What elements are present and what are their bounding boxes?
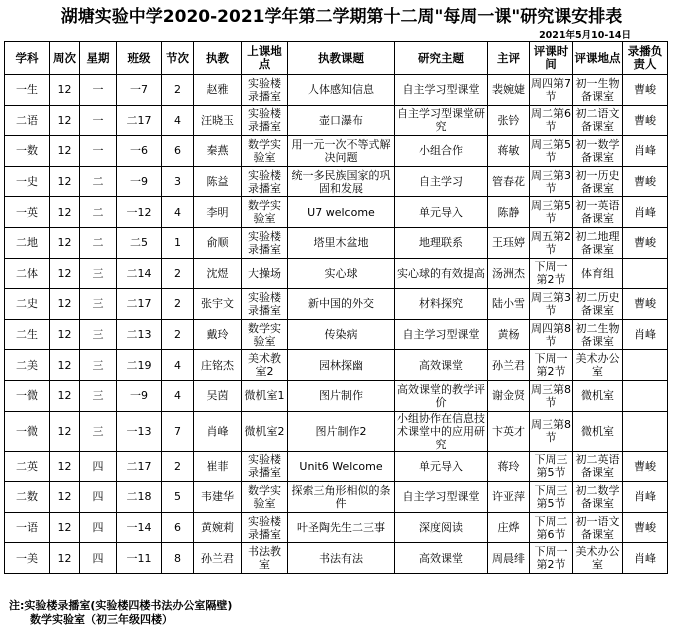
table-row <box>5 258 668 289</box>
cell-period: 6 <box>162 136 194 167</box>
cell-recording-lead: 肖峰 <box>623 482 668 513</box>
cell-topic: 传染病 <box>288 319 395 350</box>
cell-subject: 二数 <box>5 482 50 513</box>
cell-review-place: 美术办公室 <box>573 543 623 574</box>
cell-topic: 统一多民族国家的巩固和发展 <box>288 166 395 197</box>
cell-location: 微机室1 <box>242 380 288 411</box>
cell-review-place: 初二英语备课室 <box>573 451 623 482</box>
cell-class: 一11 <box>117 543 162 574</box>
cell-period: 4 <box>162 105 194 136</box>
cell-recording-lead: 曹峻 <box>623 512 668 543</box>
cell-reviewer: 黄杨 <box>488 319 530 350</box>
cell-teacher: 肖峰 <box>194 411 242 451</box>
cell-period: 2 <box>162 451 194 482</box>
cell-topic: 人体感知信息 <box>288 75 395 106</box>
cell-reviewer: 蒋玲 <box>488 451 530 482</box>
cell-class: 二17 <box>117 451 162 482</box>
cell-research-theme: 高效课堂 <box>395 350 488 381</box>
cell-weekday: 一 <box>80 105 117 136</box>
table-row <box>5 289 668 320</box>
header-subject: 学科 <box>5 42 50 75</box>
cell-recording-lead: 曹峻 <box>623 289 668 320</box>
cell-period: 8 <box>162 543 194 574</box>
cell-weekday: 二 <box>80 166 117 197</box>
cell-class: 一6 <box>117 136 162 167</box>
cell-week: 12 <box>50 543 80 574</box>
cell-location: 微机室2 <box>242 411 288 451</box>
header-location: 上课地点 <box>242 42 288 75</box>
cell-subject: 一美 <box>5 543 50 574</box>
cell-teacher: 俞顺 <box>194 227 242 258</box>
table-row <box>5 512 668 543</box>
cell-review-time: 下周一第2节 <box>530 258 573 289</box>
note-line-2: 数学实验室（初三年级四楼） <box>30 613 173 626</box>
date-range: 2021年5月10-14日 <box>539 30 631 41</box>
cell-review-place: 初一语文备课室 <box>573 512 623 543</box>
cell-reviewer: 张钤 <box>488 105 530 136</box>
cell-week: 12 <box>50 258 80 289</box>
header-review-time: 评课时间 <box>530 42 573 75</box>
cell-weekday: 一 <box>80 136 117 167</box>
cell-review-place: 初一数学备课室 <box>573 136 623 167</box>
cell-topic: 图片制作 <box>288 380 395 411</box>
cell-research-theme: 自主学习型课堂 <box>395 75 488 106</box>
cell-reviewer: 庄烨 <box>488 512 530 543</box>
cell-period: 1 <box>162 227 194 258</box>
cell-subject: 一史 <box>5 166 50 197</box>
cell-research-theme: 自主学习型课堂 <box>395 482 488 513</box>
cell-class: 一13 <box>117 411 162 451</box>
table-row <box>5 319 668 350</box>
cell-topic: 园林探幽 <box>288 350 395 381</box>
cell-subject: 二生 <box>5 319 50 350</box>
cell-review-time: 周四第7节 <box>530 75 573 106</box>
cell-research-theme: 深度阅读 <box>395 512 488 543</box>
cell-review-time: 周三第8节 <box>530 411 573 451</box>
schedule-table <box>4 41 668 574</box>
cell-reviewer: 汤洲杰 <box>488 258 530 289</box>
cell-reviewer: 陆小雪 <box>488 289 530 320</box>
cell-location: 实验楼录播室 <box>242 75 288 106</box>
cell-review-time: 下周二第6节 <box>530 512 573 543</box>
cell-weekday: 三 <box>80 319 117 350</box>
cell-review-place: 初一生物备课室 <box>573 75 623 106</box>
cell-week: 12 <box>50 319 80 350</box>
cell-subject: 一英 <box>5 197 50 228</box>
header-teacher: 执教 <box>194 42 242 75</box>
cell-research-theme: 自主学习型课堂 <box>395 319 488 350</box>
cell-topic: 图片制作2 <box>288 411 395 451</box>
cell-review-place: 美术办公室 <box>573 350 623 381</box>
table-row <box>5 411 668 451</box>
cell-review-time: 下周三第5节 <box>530 482 573 513</box>
cell-week: 12 <box>50 411 80 451</box>
cell-teacher: 黄婉莉 <box>194 512 242 543</box>
header-topic: 执教课题 <box>288 42 395 75</box>
cell-topic: 探索三角形相似的条件 <box>288 482 395 513</box>
cell-review-time: 周三第8节 <box>530 380 573 411</box>
cell-review-time: 周三第3节 <box>530 289 573 320</box>
cell-reviewer: 王珏婷 <box>488 227 530 258</box>
cell-research-theme: 材料探究 <box>395 289 488 320</box>
cell-weekday: 三 <box>80 411 117 451</box>
cell-teacher: 李明 <box>194 197 242 228</box>
cell-research-theme: 自主学习 <box>395 166 488 197</box>
cell-location: 数学实验室 <box>242 482 288 513</box>
cell-period: 2 <box>162 319 194 350</box>
table-row <box>5 543 668 574</box>
cell-period: 6 <box>162 512 194 543</box>
cell-weekday: 四 <box>80 543 117 574</box>
cell-class: 二17 <box>117 105 162 136</box>
cell-research-theme: 实心球的有效提高 <box>395 258 488 289</box>
cell-recording-lead <box>623 380 668 411</box>
cell-period: 2 <box>162 75 194 106</box>
cell-recording-lead <box>623 411 668 451</box>
cell-recording-lead: 曹峻 <box>623 227 668 258</box>
cell-period: 7 <box>162 411 194 451</box>
note-line-1: 注:实验楼录播室(实验楼四楼书法办公室隔壁) <box>9 599 233 612</box>
table-row <box>5 227 668 258</box>
cell-teacher: 张宇文 <box>194 289 242 320</box>
cell-teacher: 沈煜 <box>194 258 242 289</box>
cell-review-time: 下周一第2节 <box>530 543 573 574</box>
cell-reviewer: 孙兰君 <box>488 350 530 381</box>
cell-week: 12 <box>50 350 80 381</box>
cell-class: 二14 <box>117 258 162 289</box>
cell-recording-lead: 肖峰 <box>623 197 668 228</box>
cell-location: 实验楼录播室 <box>242 105 288 136</box>
cell-location: 书法教室 <box>242 543 288 574</box>
cell-week: 12 <box>50 380 80 411</box>
header-research-theme: 研究主题 <box>395 42 488 75</box>
cell-subject: 二史 <box>5 289 50 320</box>
cell-review-place: 初二语文备课室 <box>573 105 623 136</box>
page-title: 湖塘实验中学2020-2021学年第二学期第十二周"每周一课"研究课安排表 <box>60 7 623 27</box>
cell-review-place: 微机室 <box>573 380 623 411</box>
cell-subject: 一语 <box>5 512 50 543</box>
cell-location: 数学实验室 <box>242 319 288 350</box>
table-row <box>5 197 668 228</box>
cell-subject: 二体 <box>5 258 50 289</box>
cell-class: 二19 <box>117 350 162 381</box>
cell-week: 12 <box>50 136 80 167</box>
cell-location: 实验楼录播室 <box>242 166 288 197</box>
cell-recording-lead <box>623 258 668 289</box>
cell-recording-lead: 肖峰 <box>623 543 668 574</box>
cell-topic: 用一元一次不等式解决问题 <box>288 136 395 167</box>
table-row <box>5 75 668 106</box>
cell-research-theme: 自主学习型课堂研究 <box>395 105 488 136</box>
cell-review-time: 周四第8节 <box>530 319 573 350</box>
cell-review-time: 周三第5节 <box>530 197 573 228</box>
cell-week: 12 <box>50 105 80 136</box>
cell-recording-lead <box>623 350 668 381</box>
cell-recording-lead: 曹峻 <box>623 451 668 482</box>
cell-location: 大操场 <box>242 258 288 289</box>
cell-subject: 二地 <box>5 227 50 258</box>
cell-recording-lead: 曹峻 <box>623 166 668 197</box>
cell-review-time: 周三第5节 <box>530 136 573 167</box>
cell-location: 实验楼录播室 <box>242 227 288 258</box>
cell-week: 12 <box>50 227 80 258</box>
table-row <box>5 350 668 381</box>
cell-location: 实验楼录播室 <box>242 451 288 482</box>
table-row <box>5 166 668 197</box>
cell-teacher: 吴茵 <box>194 380 242 411</box>
cell-reviewer: 卞英才 <box>488 411 530 451</box>
cell-subject: 二英 <box>5 451 50 482</box>
cell-review-place: 初二历史备课室 <box>573 289 623 320</box>
cell-week: 12 <box>50 451 80 482</box>
cell-research-theme: 高效课堂的教学评价 <box>395 380 488 411</box>
cell-reviewer: 陈静 <box>488 197 530 228</box>
cell-research-theme: 高效课堂 <box>395 543 488 574</box>
cell-weekday: 四 <box>80 512 117 543</box>
cell-teacher: 陈益 <box>194 166 242 197</box>
cell-topic: U7 welcome <box>288 197 395 228</box>
cell-location: 数学实验室 <box>242 136 288 167</box>
cell-class: 一7 <box>117 75 162 106</box>
cell-research-theme: 单元导入 <box>395 451 488 482</box>
cell-topic: 塔里木盆地 <box>288 227 395 258</box>
cell-teacher: 韦建华 <box>194 482 242 513</box>
cell-period: 2 <box>162 289 194 320</box>
cell-reviewer: 蒋敏 <box>488 136 530 167</box>
cell-location: 美术教室2 <box>242 350 288 381</box>
cell-recording-lead: 肖峰 <box>623 136 668 167</box>
cell-topic: 实心球 <box>288 258 395 289</box>
cell-location: 实验楼录播室 <box>242 512 288 543</box>
header-week: 周次 <box>50 42 80 75</box>
cell-teacher: 孙兰君 <box>194 543 242 574</box>
cell-research-theme: 小组合作 <box>395 136 488 167</box>
header-reviewer: 主评 <box>488 42 530 75</box>
cell-reviewer: 谢金贤 <box>488 380 530 411</box>
cell-week: 12 <box>50 166 80 197</box>
cell-topic: 新中国的外交 <box>288 289 395 320</box>
cell-teacher: 赵雅 <box>194 75 242 106</box>
cell-period: 5 <box>162 482 194 513</box>
cell-weekday: 二 <box>80 197 117 228</box>
cell-subject: 一微 <box>5 411 50 451</box>
cell-review-place: 微机室 <box>573 411 623 451</box>
table-row <box>5 451 668 482</box>
cell-week: 12 <box>50 512 80 543</box>
cell-teacher: 戴玲 <box>194 319 242 350</box>
cell-class: 二18 <box>117 482 162 513</box>
cell-review-place: 体育组 <box>573 258 623 289</box>
cell-review-time: 下周三第5节 <box>530 451 573 482</box>
cell-review-place: 初一历史备课室 <box>573 166 623 197</box>
cell-review-time: 周三第3节 <box>530 166 573 197</box>
cell-weekday: 三 <box>80 258 117 289</box>
cell-class: 一14 <box>117 512 162 543</box>
cell-class: 一12 <box>117 197 162 228</box>
cell-review-time: 下周一第2节 <box>530 350 573 381</box>
cell-period: 4 <box>162 350 194 381</box>
cell-research-theme: 地理联系 <box>395 227 488 258</box>
header-period: 节次 <box>162 42 194 75</box>
cell-subject: 一数 <box>5 136 50 167</box>
table-row <box>5 136 668 167</box>
cell-class: 二5 <box>117 227 162 258</box>
cell-week: 12 <box>50 482 80 513</box>
cell-recording-lead: 肖峰 <box>623 319 668 350</box>
cell-subject: 二美 <box>5 350 50 381</box>
cell-location: 数学实验室 <box>242 197 288 228</box>
cell-weekday: 一 <box>80 75 117 106</box>
cell-review-place: 初一英语备课室 <box>573 197 623 228</box>
cell-teacher: 汪晓玉 <box>194 105 242 136</box>
cell-weekday: 四 <box>80 482 117 513</box>
cell-recording-lead: 曹峻 <box>623 105 668 136</box>
cell-location: 实验楼录播室 <box>242 289 288 320</box>
cell-teacher: 崔菲 <box>194 451 242 482</box>
cell-period: 3 <box>162 166 194 197</box>
cell-weekday: 四 <box>80 451 117 482</box>
cell-topic: Unit6 Welcome <box>288 451 395 482</box>
cell-teacher: 秦燕 <box>194 136 242 167</box>
cell-week: 12 <box>50 289 80 320</box>
cell-weekday: 二 <box>80 227 117 258</box>
cell-reviewer: 周晨绯 <box>488 543 530 574</box>
cell-weekday: 三 <box>80 350 117 381</box>
cell-period: 4 <box>162 197 194 228</box>
cell-weekday: 三 <box>80 380 117 411</box>
cell-week: 12 <box>50 197 80 228</box>
cell-recording-lead: 曹峻 <box>623 75 668 106</box>
cell-reviewer: 许亚萍 <box>488 482 530 513</box>
cell-weekday: 三 <box>80 289 117 320</box>
table-row <box>5 105 668 136</box>
header-review-place: 评课地点 <box>573 42 623 75</box>
cell-topic: 叶圣陶先生二三事 <box>288 512 395 543</box>
cell-review-time: 周二第6节 <box>530 105 573 136</box>
cell-topic: 书法有法 <box>288 543 395 574</box>
cell-class: 二13 <box>117 319 162 350</box>
table-row <box>5 380 668 411</box>
cell-class: 一9 <box>117 380 162 411</box>
cell-reviewer: 管春花 <box>488 166 530 197</box>
cell-week: 12 <box>50 75 80 106</box>
table-row <box>5 482 668 513</box>
cell-class: 二17 <box>117 289 162 320</box>
header-class: 班级 <box>117 42 162 75</box>
cell-review-place: 初二数学备课室 <box>573 482 623 513</box>
header-weekday: 星期 <box>80 42 117 75</box>
cell-subject: 一生 <box>5 75 50 106</box>
cell-review-place: 初二地理备课室 <box>573 227 623 258</box>
header-row <box>5 42 668 75</box>
cell-reviewer: 裴婉婕 <box>488 75 530 106</box>
cell-topic: 壶口瀑布 <box>288 105 395 136</box>
schedule-body <box>5 75 668 574</box>
cell-teacher: 庄铭杰 <box>194 350 242 381</box>
cell-research-theme: 小组协作在信息技术课堂中的应用研究 <box>395 411 488 451</box>
cell-class: 一9 <box>117 166 162 197</box>
cell-review-place: 初二生物备课室 <box>573 319 623 350</box>
cell-period: 4 <box>162 380 194 411</box>
cell-period: 2 <box>162 258 194 289</box>
cell-review-time: 周五第2节 <box>530 227 573 258</box>
header-recording-lead: 录播负责人 <box>623 42 668 75</box>
cell-research-theme: 单元导入 <box>395 197 488 228</box>
cell-subject: 一微 <box>5 380 50 411</box>
cell-subject: 二语 <box>5 105 50 136</box>
